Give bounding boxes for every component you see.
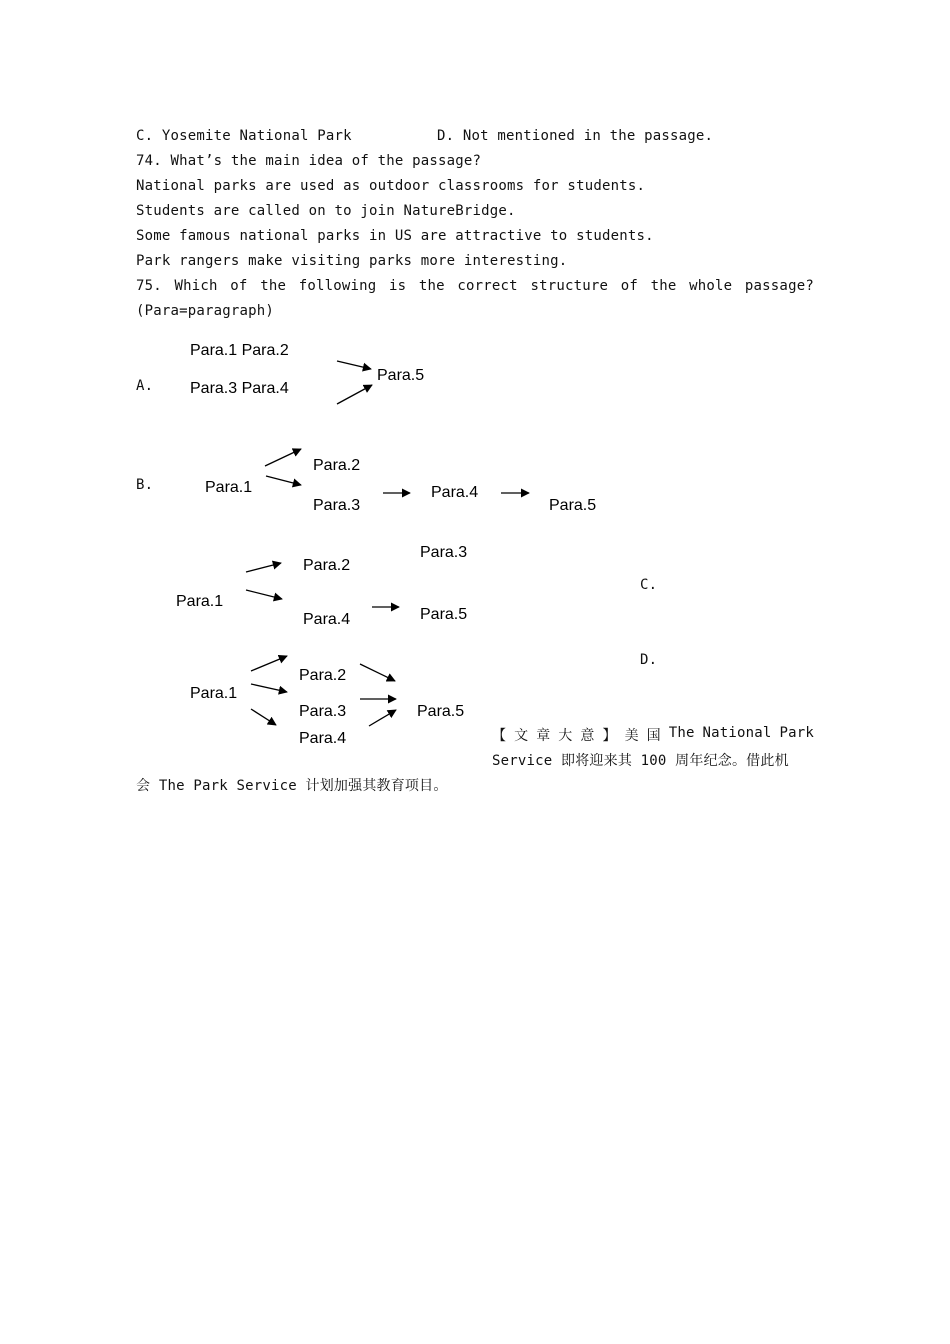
option-a-letter: A. <box>136 378 154 394</box>
arrow-b-1 <box>265 449 301 466</box>
q74-option-c: Some famous national parks in US are attractive to students. <box>136 228 654 244</box>
q75-word: passage? <box>744 278 814 294</box>
q75-word: following <box>298 278 377 294</box>
option-d-label: Para.2 <box>299 667 347 684</box>
q75-word: the <box>418 278 445 294</box>
summary-word: 】 <box>602 728 617 744</box>
option-c-label: Para.4 <box>303 611 351 628</box>
q73-option-c: C. Yosemite National Park <box>136 128 352 144</box>
summary-word: 章 <box>536 728 551 744</box>
option-d-label: Para.5 <box>417 703 465 720</box>
arrow-a-1 <box>337 361 371 369</box>
q75-word: of <box>230 278 248 294</box>
summary-word: National <box>702 725 772 741</box>
summary-line-2: Service 即将迎来其 100 周年纪念。借此机 <box>492 753 789 769</box>
option-c-label: Para.3 <box>420 544 468 561</box>
option-c-label: Para.5 <box>420 606 468 623</box>
arrow-a-2 <box>337 385 372 404</box>
q75-word: the <box>260 278 287 294</box>
summary-line-3: 会 The Park Service 计划加强其教育项目。 <box>136 778 448 794</box>
summary-line-1 <box>492 725 814 745</box>
arrow-c-1 <box>246 563 281 572</box>
q75-word: of <box>620 278 638 294</box>
q74-option-b: Students are called on to join NatureBridge. <box>136 203 516 219</box>
q75-word: the <box>650 278 677 294</box>
option-d-letter: D. <box>640 652 658 668</box>
q75-word: structure <box>530 278 609 294</box>
summary-word: Park <box>779 725 814 741</box>
option-b-label: Para.5 <box>549 497 597 514</box>
option-c-letter: C. <box>640 577 658 593</box>
option-a-label: Para.3 Para.4 <box>190 380 289 397</box>
option-b-label: Para.4 <box>431 484 479 501</box>
option-b-label: Para.1 <box>205 479 253 496</box>
arrow-d-2 <box>251 684 287 692</box>
arrow-d-4 <box>360 664 395 681</box>
option-b-label: Para.3 <box>313 497 361 514</box>
arrow-d-3 <box>251 709 276 725</box>
summary-word: 文 <box>514 728 529 744</box>
option-a-label: Para.1 Para.2 <box>190 342 289 359</box>
summary-word: 意 <box>580 728 595 744</box>
q75-word: whole <box>689 278 733 294</box>
q75-word: is <box>389 278 407 294</box>
q75-question-line2: (Para=paragraph) <box>136 303 275 319</box>
q73-option-d: D. Not mentioned in the passage. <box>437 128 714 144</box>
q74-option-a: National parks are used as outdoor classrooms for students. <box>136 178 646 194</box>
option-b-letter: B. <box>136 477 154 493</box>
q75-word: Which <box>174 278 218 294</box>
option-a-label: Para.5 <box>377 367 425 384</box>
option-d-label: Para.1 <box>190 685 238 702</box>
q75-word: correct <box>457 278 518 294</box>
arrow-c-2 <box>246 590 282 599</box>
summary-word: 国 <box>646 728 661 744</box>
option-d-label: Para.4 <box>299 730 347 747</box>
q75-question <box>136 278 814 294</box>
arrow-d-1 <box>251 656 287 671</box>
option-b-label: Para.2 <box>313 457 361 474</box>
q75-word: 75. <box>136 278 162 294</box>
arrow-d-6 <box>369 710 396 726</box>
q74-question: 74. What’s the main idea of the passage? <box>136 153 482 169</box>
option-c-label: Para.2 <box>303 557 351 574</box>
summary-word: 【 <box>492 728 507 744</box>
summary-word: 大 <box>558 728 573 744</box>
q74-option-d: Park rangers make visiting parks more interesting. <box>136 253 568 269</box>
option-c-label: Para.1 <box>176 593 224 610</box>
option-d-label: Para.3 <box>299 703 347 720</box>
arrow-b-2 <box>266 476 301 485</box>
summary-word: 美 <box>624 728 639 744</box>
summary-word: The <box>668 725 695 741</box>
